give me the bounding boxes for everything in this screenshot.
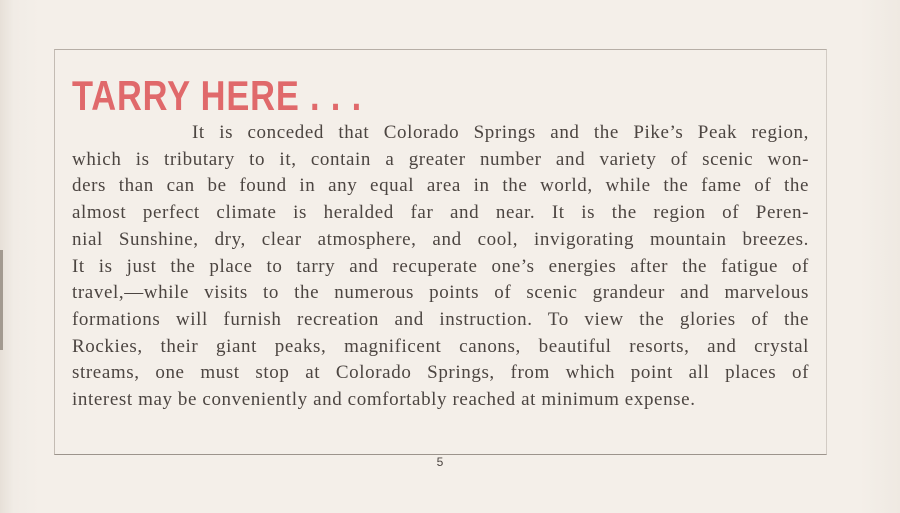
paragraph-line: nial Sunshine, dry, clear atmosphere, and cool, invigorating mountain breezes. [72,228,809,250]
paragraph-line: Rockies, their giant peaks, magnificent canons, beautiful resorts, and crystal [72,335,809,357]
binding-edge [0,250,3,350]
paragraph-line: almost perfect climate is heralded far and near. It is the region of Peren- [72,202,809,224]
paragraph-line: ders than can be found in any equal area in the world, while the fame of the [72,175,809,197]
paragraph-line: interest may be conveniently and comfortably reached at minimum expense. [72,389,696,411]
paragraph-line: It is conceded that Colorado Springs and the Pike’s Peak region, [192,122,809,143]
paragraph-line: streams, one must stop at Colorado Springs, from which point all places of [72,362,809,384]
paragraph-line: It is just the place to tarry and recuperate one’s energies after the fatigue of [72,255,809,277]
paragraph-line: travel,—while visits to the numerous points of scenic grandeur and marvelous [72,282,809,304]
page-heading: TARRY HERE . . . [72,72,362,119]
body-paragraph [72,120,809,414]
page-number: 5 [436,455,444,469]
paragraph-line: which is tributary to it, contain a greater number and variety of scenic won- [72,148,809,170]
paragraph-line: formations will furnish recreation and instruction. To view the glories of the [72,308,809,330]
